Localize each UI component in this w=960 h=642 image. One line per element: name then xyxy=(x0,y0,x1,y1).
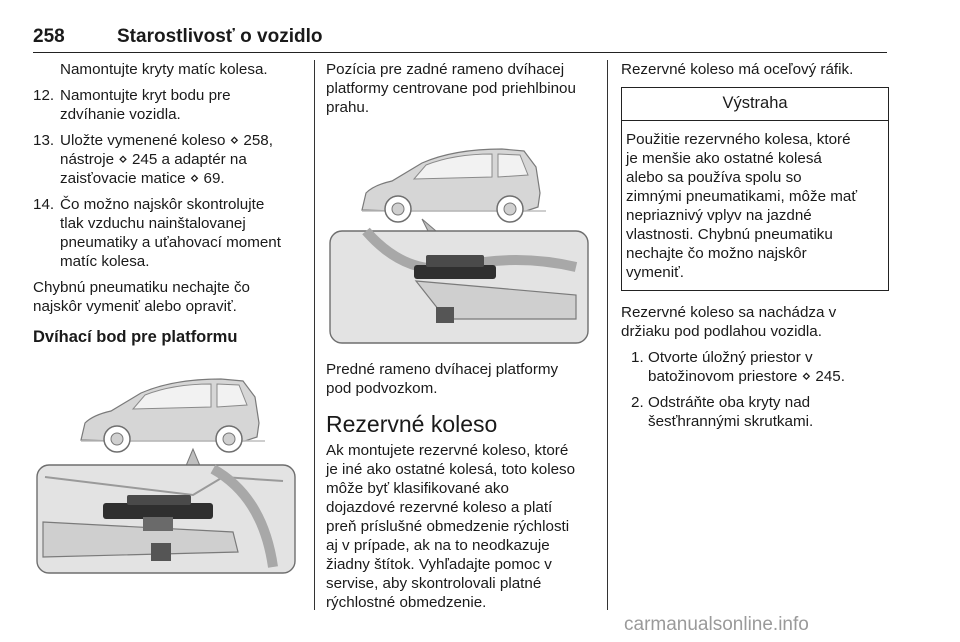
body-line: môže byť klasifikované ako xyxy=(326,480,509,497)
column-right xyxy=(621,60,889,431)
column-divider xyxy=(607,60,608,610)
step-line: zaisťovacie matice ⋄ 69. xyxy=(60,170,225,187)
intro-line: prahu. xyxy=(326,99,370,116)
caption-line: Predné rameno dvíhacej platformy xyxy=(326,361,559,378)
list-item xyxy=(33,195,301,271)
page-header xyxy=(33,22,887,53)
step-line: Uložte vymenené koleso ⋄ 258, xyxy=(60,132,273,149)
section-title: Rezervné koleso xyxy=(326,411,498,437)
column-middle xyxy=(326,60,596,612)
step-number: 12. xyxy=(33,87,55,104)
site-watermark: carmanualsonline.info xyxy=(624,614,809,635)
body-line: žiadny štítok. Vyhľadajte pomoc v xyxy=(326,556,552,573)
list-item xyxy=(621,393,889,431)
warning-line: alebo sa používa spolu so xyxy=(626,169,802,186)
step-line: Odstráňte oba kryty nad xyxy=(648,394,811,411)
step-number: 1. xyxy=(631,349,644,366)
paragraph-line: Chybnú pneumatiku nechajte čo xyxy=(33,279,250,296)
page-number: 258 xyxy=(33,26,65,47)
warning-box xyxy=(621,87,889,291)
warning-title: Výstraha xyxy=(622,88,888,121)
warning-line: nepriaznivý vplyv na jazdné xyxy=(626,207,812,224)
step-number: 14. xyxy=(33,196,55,213)
warning-text xyxy=(622,121,888,290)
warning-line: vlastnosti. Chybnú pneumatiku xyxy=(626,226,833,243)
paragraph-line: najskôr vymeniť alebo opraviť. xyxy=(33,298,237,315)
column-left xyxy=(33,60,301,580)
front-lift-point-illustration xyxy=(33,357,299,575)
paragraph-line: držiaku pod podlahou vozidla. xyxy=(621,323,822,340)
intro-line: platformy centrovane pod priehlbinou xyxy=(326,80,576,97)
step-line: nástroje ⋄ 245 a adaptér na xyxy=(60,151,247,168)
body-line: servise, aby skontrolovali platné xyxy=(326,575,542,592)
warning-line: vymeniť. xyxy=(626,264,685,281)
body-line: Ak montujete rezervné koleso, ktoré xyxy=(326,442,569,459)
step-line: Čo možno najskôr skontrolujte xyxy=(60,196,265,213)
step-line: zdvíhanie vozidla. xyxy=(60,106,181,123)
warning-line: je menšie ako ostatné kolesá xyxy=(626,150,822,167)
body-line: dojazdové rezervné koleso a platí xyxy=(326,499,553,516)
step-line: matíc kolesa. xyxy=(60,253,150,270)
step-line: tlak vzduchu nainštalovanej xyxy=(60,215,246,232)
continued-step: Namontujte kryty matíc kolesa. xyxy=(60,61,268,78)
caption-line: pod podvozkom. xyxy=(326,380,438,397)
intro-line: Pozícia pre zadné rameno dvíhacej xyxy=(326,61,565,78)
body-line: preň príslušné obmedzenie rýchlosti xyxy=(326,518,570,535)
body-line: rýchlostné obmedzenie. xyxy=(326,594,487,611)
rear-lift-point-illustration xyxy=(326,127,592,345)
body-line: je iné ako ostatné kolesá, toto koleso xyxy=(326,461,576,478)
paragraph-line: Rezervné koleso sa nachádza v xyxy=(621,304,837,321)
step-number: 2. xyxy=(631,394,644,411)
step-line: batožinovom priestore ⋄ 245. xyxy=(648,368,845,385)
body-line: aj v prípade, ak na to neodkazuje xyxy=(326,537,550,554)
step-number: 13. xyxy=(33,132,55,149)
step-line: šesťhrannými skrutkami. xyxy=(648,413,814,430)
step-line: Namontujte kryt bodu pre xyxy=(60,87,231,104)
list-item xyxy=(33,131,301,188)
step-line: pneumatiky a uťahovací moment xyxy=(60,234,281,251)
section-heading: Dvíhací bod pre platformu xyxy=(33,328,238,346)
warning-line: Použitie rezervného kolesa, ktoré xyxy=(626,131,851,148)
list-item xyxy=(33,86,301,124)
column-divider xyxy=(314,60,315,610)
chapter-title: Starostlivosť o vozidlo xyxy=(117,26,323,47)
list-item xyxy=(621,348,889,386)
step-line: Otvorte úložný priestor v xyxy=(648,349,813,366)
warning-line: nechajte čo možno najskôr xyxy=(626,245,807,262)
warning-line: zimnými pneumatikami, môže mať xyxy=(626,188,858,205)
intro-text: Rezervné koleso má oceľový ráfik. xyxy=(621,61,854,78)
